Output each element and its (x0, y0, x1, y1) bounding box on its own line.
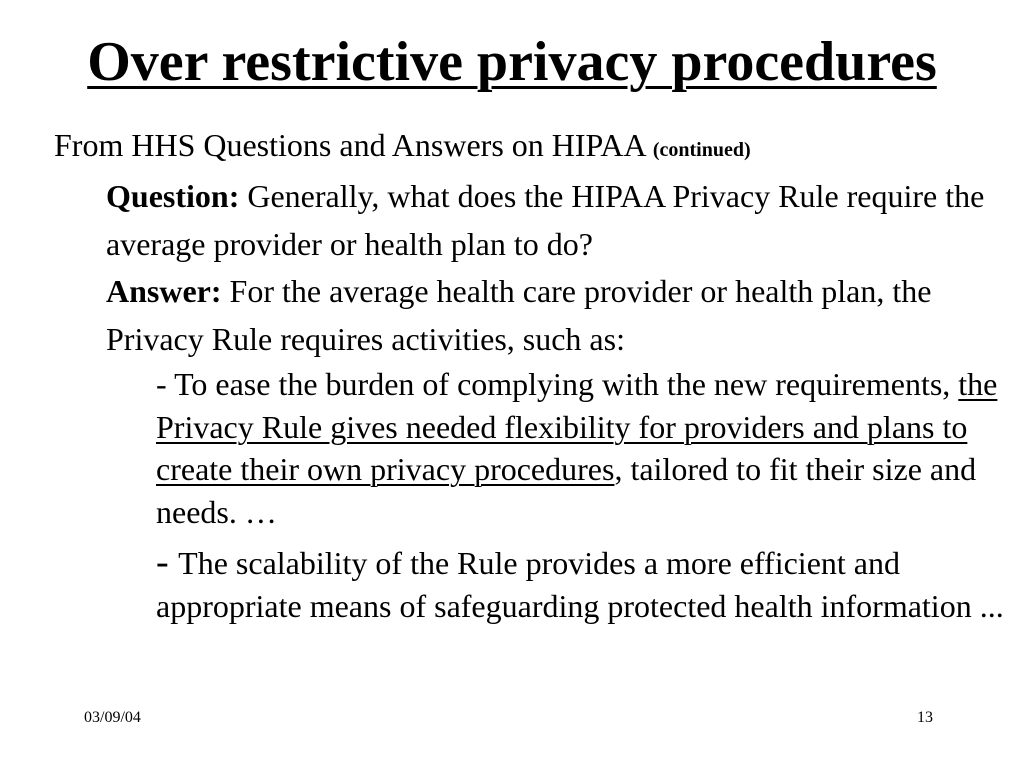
question-text: Generally, what does the HIPAA Privacy Rule require the average provider or health plan to do? (106, 178, 985, 262)
list-item (156, 363, 1006, 533)
answer-label: Answer: (106, 273, 222, 309)
slide-body (54, 122, 1004, 627)
source-label: From HHS Questions and Answers on HIPAA (54, 127, 653, 163)
item-text-underlined: the Privacy Rule gives needed flexibility for providers and plans to create their own privacy procedures (156, 366, 998, 487)
answer-text: For the average health care provider or health plan, the Privacy Rule requires activities, such as: (106, 273, 932, 357)
list-item (156, 541, 1006, 627)
question-paragraph (106, 173, 996, 268)
source-line (54, 122, 1004, 173)
item-dash: - (156, 541, 179, 583)
slide-title: Over restrictive privacy procedures (87, 31, 937, 93)
footer-page-number: 13 (917, 709, 933, 726)
question-label: Question: (106, 178, 240, 214)
item-text: The scalability of the Rule provides a more efficient and appropriate means of safeguarding protected health information ... (156, 545, 1004, 624)
source-note: (continued) (652, 139, 751, 161)
footer-date: 03/09/04 (84, 709, 141, 726)
item-text-prefix: - To ease the burden of complying with the new requirements, (156, 366, 959, 402)
answer-paragraph (106, 268, 996, 363)
item-text-suffix: , tailored to fit their size and needs. … (156, 451, 977, 530)
